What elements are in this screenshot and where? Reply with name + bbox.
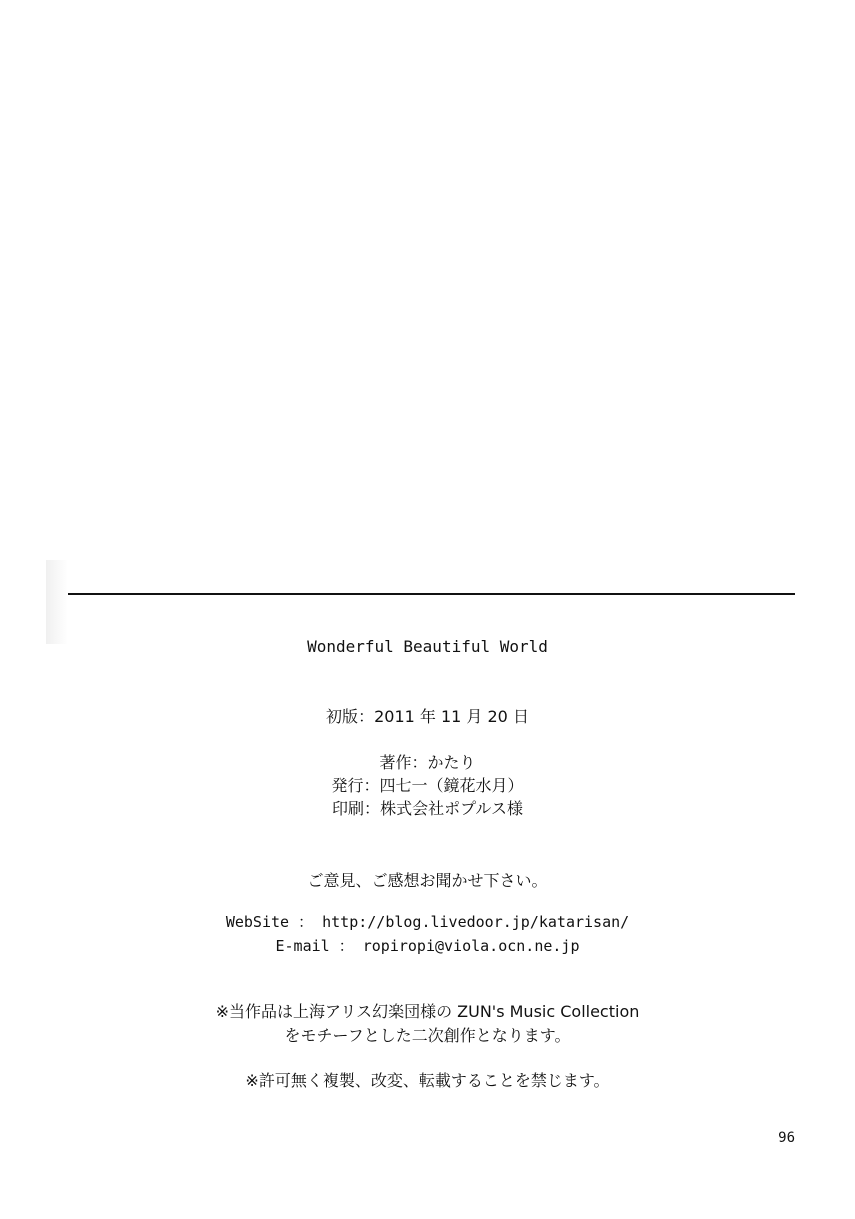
edition-separator: ： [358,707,375,726]
author-line [0,752,855,774]
scan-edge-shadow [46,560,68,644]
email-label: E-mail [275,937,330,955]
publisher-line [0,775,855,797]
author-label: 著作 [379,753,412,772]
feedback-request: ご意見、ご感想お聞かせ下さい。 [307,871,548,890]
website-separator: ： [298,913,314,931]
edition-label: 初版 [326,707,359,726]
email-address: ropiropi@viola.ocn.ne.jp [362,937,580,955]
printer-separator: ： [364,799,381,818]
website-line [0,911,855,933]
edition-line [0,706,855,728]
printer-name: 株式会社ポプルス様 [380,799,523,818]
website-label: WebSite [225,913,290,931]
website-url: http://blog.livedoor.jp/katarisan/ [322,913,630,931]
horizontal-divider [68,593,795,595]
publisher-label: 発行 [331,776,364,795]
reproduction-notice: ※許可無く複製、改変、転載することを禁じます。 [245,1071,610,1090]
book-title: Wonderful Beautiful World [307,637,548,656]
printer-label: 印刷 [332,799,365,818]
email-line [0,935,855,957]
derivative-notice-line2: をモチーフとした二次創作となります。 [284,1026,571,1045]
author-separator: ： [411,753,428,772]
publisher-separator: ： [363,776,380,795]
derivative-notice-line1: ※当作品は上海アリス幻楽団様の ZUN's Music Collection [215,1002,640,1021]
printer-line [0,798,855,820]
page-number: 96 [778,1130,795,1146]
publisher-name: 四七一（鏡花水月） [379,776,524,795]
email-separator: ： [338,937,354,955]
edition-date: 2011 年 11 月 20 日 [374,707,529,726]
author-name: かたり [427,753,476,772]
